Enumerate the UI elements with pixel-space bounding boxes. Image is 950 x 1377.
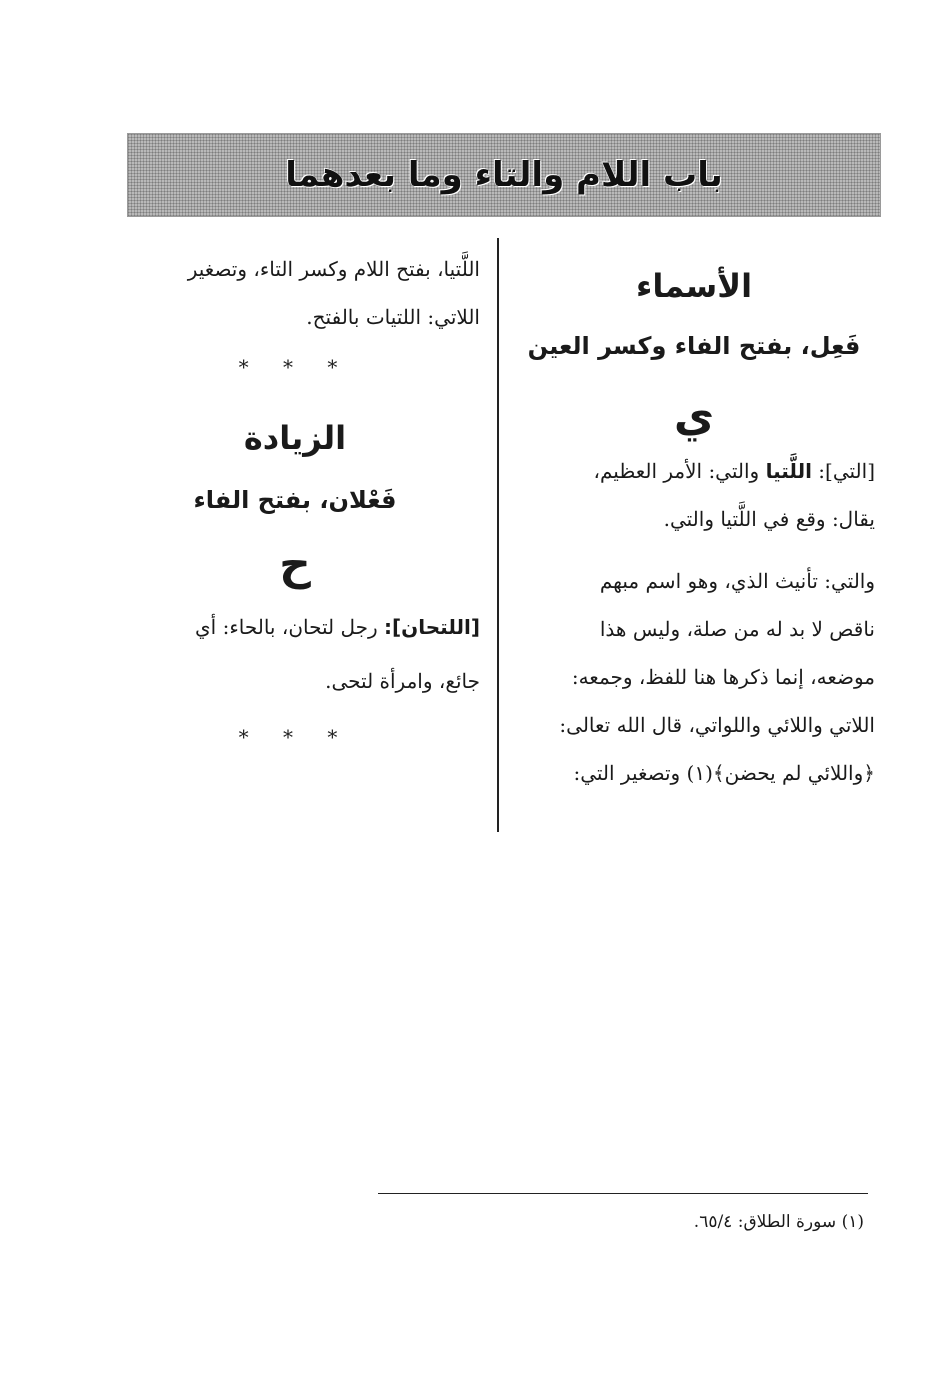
entry-laltahan bbox=[110, 606, 480, 648]
section-separator: * * * bbox=[238, 725, 352, 749]
entry-allati bbox=[513, 450, 875, 492]
paragraph-line: اللَّتيا، بفتح اللام وكسر التاء، وتصغير bbox=[187, 257, 480, 281]
entry-line: يقال: وقع في اللَّتيا والتي. bbox=[663, 507, 875, 531]
right-column bbox=[513, 248, 875, 794]
footnote: (١) سورة الطلاق: ٦٥/٤. bbox=[693, 1212, 864, 1232]
entry-line: جائع، وامرأة لتحى. bbox=[325, 669, 480, 693]
left-column bbox=[110, 248, 480, 758]
paragraph-line: موضعه، إنما ذكرها هنا للفظ، وجمعه: bbox=[571, 665, 875, 689]
chapter-title: باب اللام والتاء وما بعدهما bbox=[285, 155, 723, 195]
paragraph-line: والتي: تأنيث الذي، وهو اسم مبهم bbox=[599, 569, 875, 593]
section-separator: * * * bbox=[238, 355, 352, 379]
pattern-heading: فَعْلان، بفتح الفاء bbox=[193, 486, 397, 514]
column-divider bbox=[497, 238, 499, 832]
entry-keyword: اللَّتيا bbox=[765, 459, 812, 483]
root-letter-ya: ي bbox=[673, 391, 715, 442]
paragraph-line: ناقص لا بد له من صلة، وليس هذا bbox=[599, 617, 875, 641]
paragraph-line: اللاتي واللائي واللواتي، قال الله تعالى: bbox=[559, 713, 875, 737]
pattern-heading: فَعِل، بفتح الفاء وكسر العين bbox=[527, 332, 861, 360]
chapter-banner bbox=[127, 133, 881, 217]
entry-term: [اللتحان]: bbox=[384, 615, 480, 639]
section-heading-names: الأسماء bbox=[635, 267, 753, 305]
section-heading-addition: الزيادة bbox=[243, 419, 347, 457]
entry-definition: رجل لتحان، بالحاء: أي bbox=[195, 615, 378, 639]
entry-definition: والتي: الأمر العظيم، bbox=[593, 459, 760, 483]
entry-term: [التي]: bbox=[818, 459, 875, 483]
paragraph-line: ﴿واللائي لم يحضن﴾(١) وتصغير التي: bbox=[573, 761, 875, 785]
paragraph-line: اللاتي: اللتيات بالفتح. bbox=[306, 305, 480, 329]
root-letter-ha: ح bbox=[279, 539, 311, 590]
footnote-rule bbox=[378, 1193, 868, 1194]
